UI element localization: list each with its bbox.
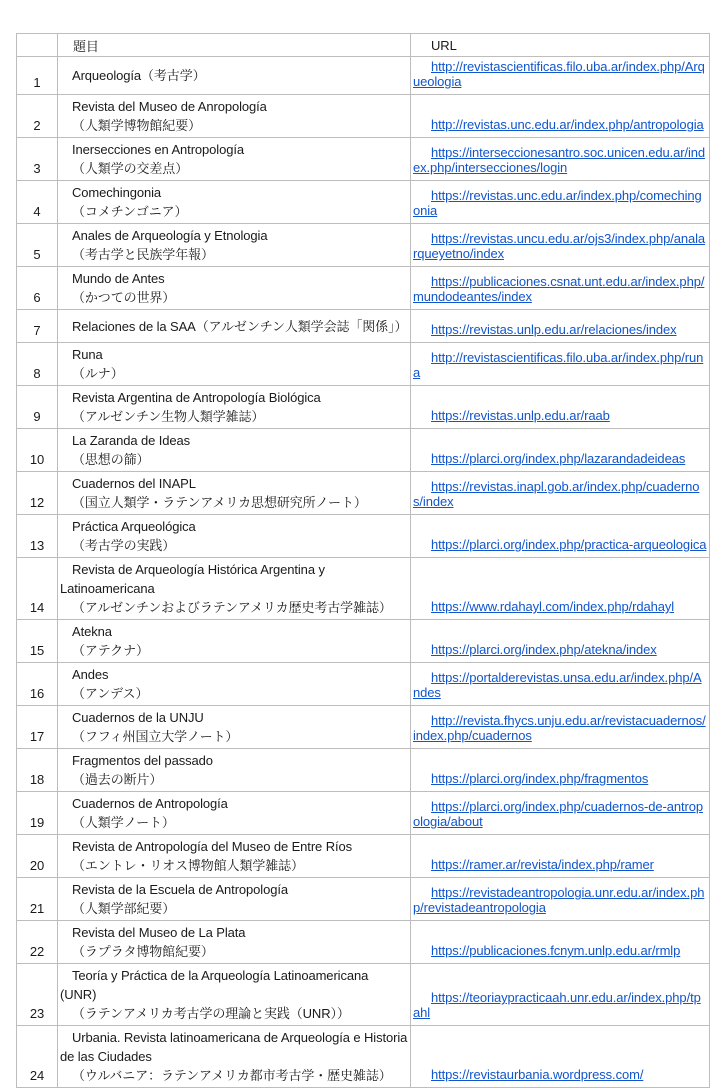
journal-url-cell [411,1026,710,1088]
journal-url-paragraph [413,599,707,614]
table-row [17,921,710,964]
journal-title-line: Revista del Museo de La Plata [72,925,246,940]
journal-title [58,964,411,1026]
row-number: 7 [17,310,58,343]
journal-url-cell [411,620,710,663]
journal-url-paragraph [413,943,707,958]
journal-link[interactable]: http://revistas.unc.edu.ar/index.php/antropologia [431,117,704,132]
journal-link[interactable]: https://revistaurbania.wordpress.com/ [431,1067,644,1082]
journal-title [58,1026,411,1088]
journal-url-paragraph [413,350,707,380]
table-row [17,57,710,95]
journal-title [58,95,411,138]
journal-url-paragraph [413,799,707,829]
row-number: 22 [17,921,58,964]
journal-link[interactable]: https://teoriaypracticaah.unr.edu.ar/index.php/tpahl [413,990,701,1020]
journal-url-cell [411,792,710,835]
journal-title-line: Urbania. Revista latinoamericana de Arqueología e Historia de las Ciudades [60,1030,408,1064]
journal-url-paragraph [413,771,707,786]
table-row [17,429,710,472]
journal-url-cell [411,310,710,343]
journal-title [58,921,411,964]
journal-url-paragraph [413,670,707,700]
journal-title-line: Comechingonia [72,185,162,200]
journal-url-cell [411,472,710,515]
journal-title [58,792,411,835]
journal-link[interactable]: https://www.rdahayl.com/index.php/rdahayl [431,599,675,614]
journal-link[interactable]: https://interseccionesantro.soc.unicen.edu.ar/index.php/intersecciones/login [413,145,706,175]
journal-title-line: （アテクナ） [72,643,149,658]
journal-link[interactable]: https://revistas.uncu.edu.ar/ojs3/index.php/analarqueyetno/index [413,231,706,261]
journal-url-paragraph [413,642,707,657]
journal-title-line: Mundo de Antes [72,271,165,286]
row-number: 23 [17,964,58,1026]
journal-url-cell [411,558,710,620]
table-row [17,95,710,138]
journal-url-cell [411,181,710,224]
journal-link[interactable]: http://revistascientificas.filo.uba.ar/index.php/runa [413,350,704,380]
journal-url-paragraph [413,990,707,1020]
journal-link[interactable]: https://revistas.unlp.edu.ar/relaciones/index [431,322,677,337]
journal-url-cell [411,95,710,138]
row-number: 21 [17,878,58,921]
table-row [17,964,710,1026]
journal-link[interactable]: https://plarci.org/index.php/practica-arqueologica [431,537,707,552]
journal-title-line: （コメチンゴニア） [72,204,188,219]
row-number: 8 [17,343,58,386]
journal-url-paragraph [413,231,707,261]
journal-title [58,706,411,749]
header-row [17,34,710,57]
journal-title-line: （フフィ州国立大学ノート） [72,729,239,744]
journal-url-cell [411,964,710,1026]
journal-url-cell [411,706,710,749]
journal-url-cell [411,921,710,964]
journal-title-line: （人類学部紀要） [72,901,176,916]
journal-url-cell [411,515,710,558]
journal-url-paragraph [413,713,707,743]
journal-title [58,138,411,181]
table-row [17,558,710,620]
journal-title-line: Teoría y Práctica de la Arqueología Latinoamericana (UNR) [60,968,369,1002]
journal-title-line: （アンデス） [72,686,149,701]
journal-title-line: Revista Argentina de Antropología Biológica [72,390,321,405]
table-row [17,706,710,749]
header-url: URL [411,34,710,57]
journal-url-paragraph [413,479,707,509]
journal-title [58,343,411,386]
table-row [17,343,710,386]
row-number: 6 [17,267,58,310]
journal-title-line: （アルゼンチン生物人類学雑誌） [72,409,265,424]
row-number: 19 [17,792,58,835]
journal-title [58,267,411,310]
header-number [17,34,58,57]
row-number: 5 [17,224,58,267]
row-number: 17 [17,706,58,749]
journal-title-line: Arqueología（考古学） [72,68,206,83]
journal-title-line: （人類学の交差点） [72,161,189,176]
header-title: 題目 [58,34,411,57]
journal-url-paragraph [413,537,707,552]
table-row [17,792,710,835]
row-number: 24 [17,1026,58,1088]
journal-url-paragraph [413,117,707,132]
journal-title-line: （アルゼンチンおよびラテンアメリカ歴史考古学雑誌） [72,600,392,615]
journal-title [58,878,411,921]
journal-url-cell [411,749,710,792]
table-row [17,835,710,878]
journal-title-line: Cuadernos del INAPL [72,476,196,491]
journal-url-cell [411,267,710,310]
journal-link[interactable]: http://revistascientificas.filo.uba.ar/index.php/Arqueologia [413,59,705,89]
table-row [17,310,710,343]
journal-list-table [16,33,710,1088]
row-number: 12 [17,472,58,515]
journal-link[interactable]: https://publicaciones.csnat.unt.edu.ar/index.php/mundodeantes/index [413,274,705,304]
journal-link[interactable]: https://revistas.inapl.gob.ar/index.php/cuadernos/index [413,479,700,509]
journal-link[interactable]: https://revistadeantropologia.unr.edu.ar/index.php/revistadeantropologia [413,885,705,915]
journal-url-paragraph [413,188,707,218]
journal-title-line: Anales de Arqueología y Etnologia [72,228,268,243]
row-number: 3 [17,138,58,181]
journal-title [58,181,411,224]
table-row [17,878,710,921]
journal-title [58,224,411,267]
journal-title-line: （人類学博物館紀要） [72,118,202,133]
journal-title-line: Fragmentos del passado [72,753,213,768]
journal-title-line: Práctica Arqueológica [72,519,196,534]
table-row [17,181,710,224]
journal-link[interactable]: https://revistas.unc.edu.ar/index.php/comechingonia [413,188,702,218]
row-number: 2 [17,95,58,138]
journal-link[interactable]: https://plarci.org/index.php/cuadernos-de-antropologia/about [413,799,703,829]
table-row [17,663,710,706]
journal-title-line: Cuadernos de Antropología [72,796,228,811]
row-number: 4 [17,181,58,224]
journal-link[interactable]: http://revista.fhycs.unju.edu.ar/revistacuadernos/index.php/cuadernos [413,713,706,743]
journal-title-line: （ルナ） [72,366,124,381]
journal-title [58,558,411,620]
journal-title-line: （ラテンアメリカ考古学の理論と実践（UNR）） [72,1006,350,1021]
journal-title-line: （エントレ・リオス博物館人類学雑誌） [72,858,304,873]
journal-title-line: （思想の篩） [72,452,150,467]
journal-url-cell [411,57,710,95]
table-row [17,472,710,515]
journal-title [58,386,411,429]
journal-title-line: Andes [72,667,109,682]
journal-link[interactable]: https://plarci.org/index.php/lazarandadeideas [431,451,686,466]
row-number: 20 [17,835,58,878]
journal-title [58,472,411,515]
journal-title-line: La Zaranda de Ideas [72,433,191,448]
journal-url-cell [411,343,710,386]
journal-title [58,749,411,792]
journal-link[interactable]: https://publicaciones.fcnym.unlp.edu.ar/rmlp [431,943,681,958]
table-row [17,267,710,310]
row-number: 10 [17,429,58,472]
journal-title-line: Inersecciones en Antropología [72,142,244,157]
journal-url-paragraph [413,274,707,304]
journal-link[interactable]: https://ramer.ar/revista/index.php/ramer [431,857,654,872]
journal-url-cell [411,429,710,472]
table-row [17,386,710,429]
journal-title-line: （かつての世界） [72,290,176,305]
journal-link[interactable]: https://revistas.unlp.edu.ar/raab [431,408,610,423]
row-number: 16 [17,663,58,706]
journal-link[interactable]: https://plarci.org/index.php/atekna/index [431,642,657,657]
journal-url-paragraph [413,408,707,423]
journal-url-paragraph [413,145,707,175]
journal-title [58,429,411,472]
journal-title-line: Atekna [72,624,112,639]
row-number: 13 [17,515,58,558]
journal-url-cell [411,878,710,921]
journal-url-cell [411,138,710,181]
journal-title [58,620,411,663]
journal-title-line: （人類学ノート） [72,815,175,830]
table-row [17,138,710,181]
journal-link[interactable]: https://portalderevistas.unsa.edu.ar/index.php/Andes [413,670,702,700]
journal-url-paragraph [413,322,707,337]
row-number: 18 [17,749,58,792]
journal-title [58,57,411,95]
row-number: 14 [17,558,58,620]
row-number: 9 [17,386,58,429]
journal-title-line: （考古学と民族学年報） [72,247,214,262]
row-number: 1 [17,57,58,95]
row-number: 15 [17,620,58,663]
journal-title-line: （過去の断片） [72,772,163,787]
journal-url-paragraph [413,451,707,466]
journal-url-cell [411,835,710,878]
journal-url-cell [411,386,710,429]
table-row [17,1026,710,1088]
journal-title-line: Relaciones de la SAA（アルゼンチン人類学会誌「関係」） [72,318,408,334]
journal-title-line: Revista de Arqueología Histórica Argentina y Latinoamericana [60,562,325,596]
table-row [17,620,710,663]
journal-title-line: （ラプラタ博物館紀要） [72,944,214,959]
journal-url-paragraph [413,1067,707,1082]
table-row [17,224,710,267]
journal-link[interactable]: https://plarci.org/index.php/fragmentos [431,771,649,786]
journal-url-paragraph [413,59,707,89]
journal-title-line: Revista del Museo de Anropología [72,99,267,114]
journal-title [58,515,411,558]
journal-title [58,663,411,706]
journal-title-line: Runa [72,347,103,362]
journal-url-paragraph [413,857,707,872]
journal-title-line: Revista de Antropología del Museo de Entre Ríos [72,839,353,854]
journal-title [58,310,411,343]
table-row [17,515,710,558]
journal-url-cell [411,663,710,706]
journal-title-line: （国立人類学・ラテンアメリカ思想研究所ノート） [72,495,367,510]
journal-url-paragraph [413,885,707,915]
journal-title-line: （ウルバニア：ラテンアメリカ都市考古学・歴史雑誌） [72,1068,392,1083]
journal-title-line: Revista de la Escuela de Antropología [72,882,288,897]
journal-title [58,835,411,878]
journal-url-cell [411,224,710,267]
table-row [17,749,710,792]
journal-title-line: （考古学の実践） [72,538,176,553]
table-body [17,57,710,1088]
journal-title-line: Cuadernos de la UNJU [72,710,204,725]
